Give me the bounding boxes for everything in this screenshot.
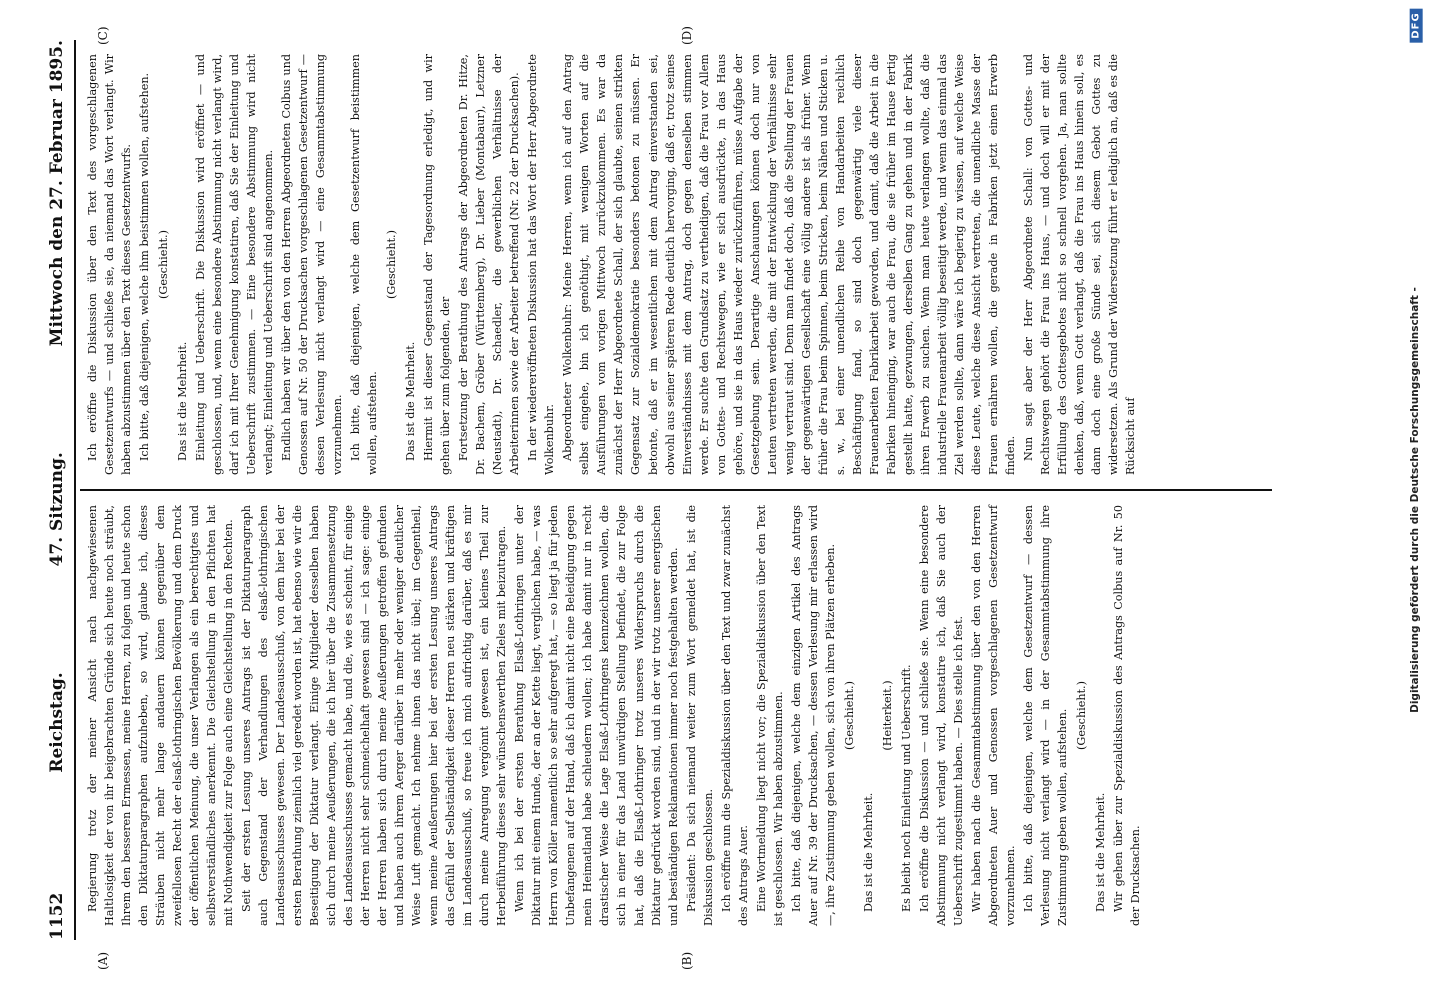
paragraph: Wir haben nach die Gesammtabstimmung über den von den Herren Abgeordneten Auer und Genossen vorgeschlagenen Gesetzentwurf vorzunehmen. [969, 505, 1017, 926]
paragraph: Ich bitte, daß diejenigen, welche dem Gesetzentwurf beistimmen wollen, aufstehen. [349, 54, 380, 475]
journal-name: Reichstag. [47, 672, 67, 773]
header-left-group [47, 672, 67, 940]
margin-marker-c: (C) [96, 26, 110, 45]
dfg-logo-text: DFG [1410, 8, 1423, 42]
session-label: 47. Sitzung. [47, 452, 67, 567]
text-columns [80, 40, 1272, 940]
paragraph: (Geschieht.) [1074, 681, 1088, 750]
paragraph: (Geschieht.) [842, 681, 856, 750]
paragraph: Hiermit ist dieser Gegenstand der Tagesordnung erledigt, und wir gehen über zum folgenden, der [422, 54, 453, 475]
paragraph: Es bleibt noch Einleitung und Ueberschrift. [899, 664, 913, 912]
paragraph: Das ist die Mehrheit. [1093, 792, 1107, 912]
paragraph: (Geschieht.) [157, 230, 171, 299]
paragraph: (Geschieht.) [385, 230, 399, 299]
paragraph: Ich bitte, daß diejenigen, welche dem Gesetzentwurf — dessen Verlesung nicht verlangt wird — in der Gesammtabstimmung ihre Zustimmung geben wollen, aufstehen. [1021, 505, 1069, 926]
paragraph: In der wiedereröffneten Diskussion hat das Wort der Herr Abgeordnete Wolkenbuhr. [526, 54, 557, 475]
margin-marker-b: (B) [680, 951, 694, 970]
paragraph: Fortsetzung der Berathung des Antrags der Abgeordneten Dr. Hitze, Dr. Bachem, Gröber (Württemberg), Dr. Lieber (Montabaur), Letzner (Neustadt), Dr. Schaedler, die gewerblichen Verhältnisse der Arbeiterinnen sowie der Arbeiter betreffend (Nr. 22 der Drucksachen). [457, 54, 522, 475]
paragraph: Endlich haben wir über den von den Herren Abgeordneten Colbus und Genossen auf Nr. 50 der Drucksachen vorgeschlagenen Gesetzentwurf — dessen Verlesung nicht verlangt wird — eine Gesammtabstimmung vorzunehmen. [280, 54, 345, 475]
paragraph: Eine Wortmeldung liegt nicht vor; die Spezialdiskussion über den Text ist geschlossen. Wir haben abzustimmen. [754, 505, 785, 926]
paragraph: Ich bitte, daß diejenigen, welche ihm beistimmen wollen, aufstehen. [138, 72, 152, 461]
paragraph: Einleitung und Ueberschrift. Die Diskussion wird eröffnet — und geschlossen, und, wenn eine besondere Abstimmung nicht verlangt wird, darf ich mit Ihrer Genehmigung konstatiren, daß Sie der Einleitung und Ueberschrift zustimmen. — Eine besondere Abstimmung wird nicht verlangt; Einleitung und Ueberschrift sind angenommen. [194, 54, 276, 475]
paragraph: Nun sagt aber der Herr Abgeordnete Schall: von Gottes- und Rechtswegen gehört die Frau ins Haus, — und doch will er mit der Erfüllung des Gottesgebotes nicht so schnell vorgehen. Ja, man sollte denken, daß, wenn Gott verlangt, daß die Frau ins Haus hinein soll, es dann doch eine große Sünde sei, sich diesem Gebot Gottes zu widersetzen. Als Grund der Widersetzung führt er lediglich an, daß es die Rücksicht auf [1021, 54, 1137, 475]
paragraph: Abgeordneter Wolkenbuhr: Meine Herren, wenn ich auf den Antrag selbst eingehe, bin ich genöthigt, mit wenigen Worten auf die Ausführungen vom vorigen Mittwoch zurückzukommen. Es war da zunächst der Herr Abgeordnete Schall, der sich glaubte, seinen strikten Gegensatz zur Sozialdemokratie besonders betonen zu müssen. Er betonte, daß er im wesentlichen mit dem Antrag einverstanden sei, obwohl aus seiner späteren Rede deutlich hervorging, daß er, trotz seines Einverständnisses mit dem Antrag, doch gegen denselben stimmen werde. Er suchte den Grundsatz zu vertheidigen, daß die Frau vor Allem von Gottes- und Rechtswegen, wie er sich ausdrückte, in das Haus gehöre, und sie in das Haus wieder zurückzuführen, müsse Aufgabe der Gesetzgebung sein. Derartige Anschauungen können doch nur von Leuten vertreten werden, die mit der Entwicklung der Verhältnisse sehr wenig vertraut sind. Denn man findet doch, daß die Stellung der Frauen der gegenwärtigen Gesellschaft eine völlig andere ist als früher. Wenn früher die Frau beim Spinnen, beim Stricken, beim Nähen und Sticken u. s. w., bei einer unendlichen Reihe von Handarbeiten reichlich Beschäftigung fand, so sind doch gegenwärtig viele dieser Frauenarbeiten Fabrikarbeit geworden, und damit, daß die Arbeit in die Fabriken hineinging, war auch die Frau, die sie früher im Hause fertig gestellt hatte, gezwungen, derselben Gang zu gehen und in der Fabrik ihren Erwerb zu suchen. Wenn man heute verlangen wollte, daß die industrielle Frauenarbeit völlig beseitigt werde, und wenn das einmal das Ziel werden sollte, dann wäre ich begierig zu wissen, auf welche Weise diese Leute, welche diese Ansicht vertreten, die unendliche Masse der Frauen ernähren wollen, die gerade in Fabriken jetzt einen Erwerb finden. [561, 54, 1017, 475]
paragraph: Das ist die Mehrheit. [861, 792, 875, 912]
digitization-credit [1404, 0, 1426, 1000]
paragraph: Ich bitte, daß diejenigen, welche dem einzigen Artikel des Antrags Auer auf Nr. 39 der Drucksachen, — dessen Verlesung mir erlassen wird —, ihre Zustimmung geben wollen, sich von ihren Plätzen erheben. [789, 505, 837, 926]
credit-text: Digitalisierung gefördert durch die Deutsche Forschungsgemeinschaft - [1409, 287, 1421, 713]
margin-marker-d: (D) [680, 26, 694, 45]
paragraph: Regierung trotz der meiner Ansicht nach nachgewiesenen Haltlosigkeit der von ihr beigebrachten Gründe sich heute noch sträubt, Ihrem den besseren Ermessen, meine Herren, zu folgen und heute schon den Diktaturparagraphen aufzuheben, so wird, glaube ich, dieses Sträuben nicht mehr lange andauern können gegenüber dem zweifellosen Recht der elsaß-lothringischen Bevölkerung und dem Druck der öffentlichen Meinung, die unser Verlangen als ein berechtigtes und selbstverständliches anerkennt. Die Gleichstellung in den Pflichten hat mit Nothwendigkeit zur Folge auch eine Gleichstellung in den Rechten. [86, 505, 236, 926]
paragraph: Wenn ich bei der ersten Berathung Elsaß-Lothringen unter der Diktatur mit einem Hunde, der an der Kette liegt, verglichen habe, — was Herrn von Köller namentlich so sehr aufgeregt hat, — so liegt ja für jeden Unbefangenen auf der Hand, daß ich damit nicht eine Beleidigung gegen mein Heimatland habe schleudern wollen; ich habe damit nur in recht drastischer Weise die Lage Elsaß-Lothringens kennzeichnen wollen, die sich in einer für das Land unwürdigen Stellung befindet, die zur Folge hat, daß die Elsaß-Lothringer trotz unseres Widerspruchs durch die Diktatur gedrückt worden sind, und in der wir trotz unserer energischen und beständigen Reklamationen immer noch festgehalten werden. [513, 505, 680, 926]
left-column [80, 491, 1272, 940]
right-column [80, 40, 1272, 491]
paragraph: Das ist die Mehrheit. [404, 341, 418, 461]
paragraph: Ich eröffne nun die Spezialdiskussion über den Text und zwar zunächst des Antrags Auer. [719, 505, 750, 926]
dfg-logo [1404, 6, 1428, 44]
paragraph: Seit der ersten Lesung unseres Antrags ist der Diktaturparagraph auch Gegenstand der Verhandlungen des elsaß-lothringischen Landesausschusses gewesen. Der Landesausschuß, von dem hier bei der ersten Berathung ziemlich viel geredet worden ist, hat ebenso wie wir die Beseitigung der Diktatur verlangt. Einige Mitglieder desselben haben sich durch meine Aeußerungen, die ich hier über die Zusammensetzung des Landesausschusses gemacht habe, und die, wie es scheint, für einige der Herren nicht sehr schmeichelhaft gewesen sind — ich sage: einige der Herren haben sich durch meine Aeußerungen getroffen gefunden und haben auch ihrem Aerger darüber in mehr oder weniger deutlicher Weise Luft gemacht. Ich nehme ihnen das nicht übel; im Gegentheil, wenn meine Aeußerungen hier bei der ersten Lesung unseres Antrags das Gefühl der Selbständigkeit dieser Herren neu stärken und kräftigen im Landesausschuß, so freue ich mich aufrichtig darüber, daß es mir durch meine Anregung vergönnt gewesen ist, ein kleines Theil zur Herbeiführung dieses sehr wünschenswerthen Zieles mit beizutragen. [240, 505, 509, 926]
paragraph: Das ist die Mehrheit. [176, 341, 190, 461]
page-header [40, 40, 76, 940]
paragraph: Ich eröffne die Diskussion über den Text des vorgeschlagenen Gesetzentwurfs — und schließe sie, da niemand das Wort verlangt. Wir haben abzustimmen über den Text dieses Gesetzentwurfs. [86, 54, 134, 475]
paragraph: (Heiterkeit.) [880, 680, 894, 751]
paragraph: Präsident: Da sich niemand weiter zum Wort gemeldet hat, ist die Diskussion geschlossen. [684, 505, 715, 926]
paragraph: Ich eröffne die Diskussion — und schließe sie. Wenn eine besondere Abstimmung nicht verlangt wird, konstatire ich, daß Sie auch der Ueberschrift zugestimmt haben. — Dies stelle ich fest. [917, 505, 965, 926]
margin-marker-a: (A) [96, 951, 110, 970]
session-date: Mittwoch den 27. Februar 1895. [47, 40, 67, 347]
page-number: 1152 [47, 892, 67, 940]
paragraph: Wir gehen über zur Spezialdiskussion des Antrags Colbus auf Nr. 50 der Drucksachen. [1111, 505, 1142, 926]
